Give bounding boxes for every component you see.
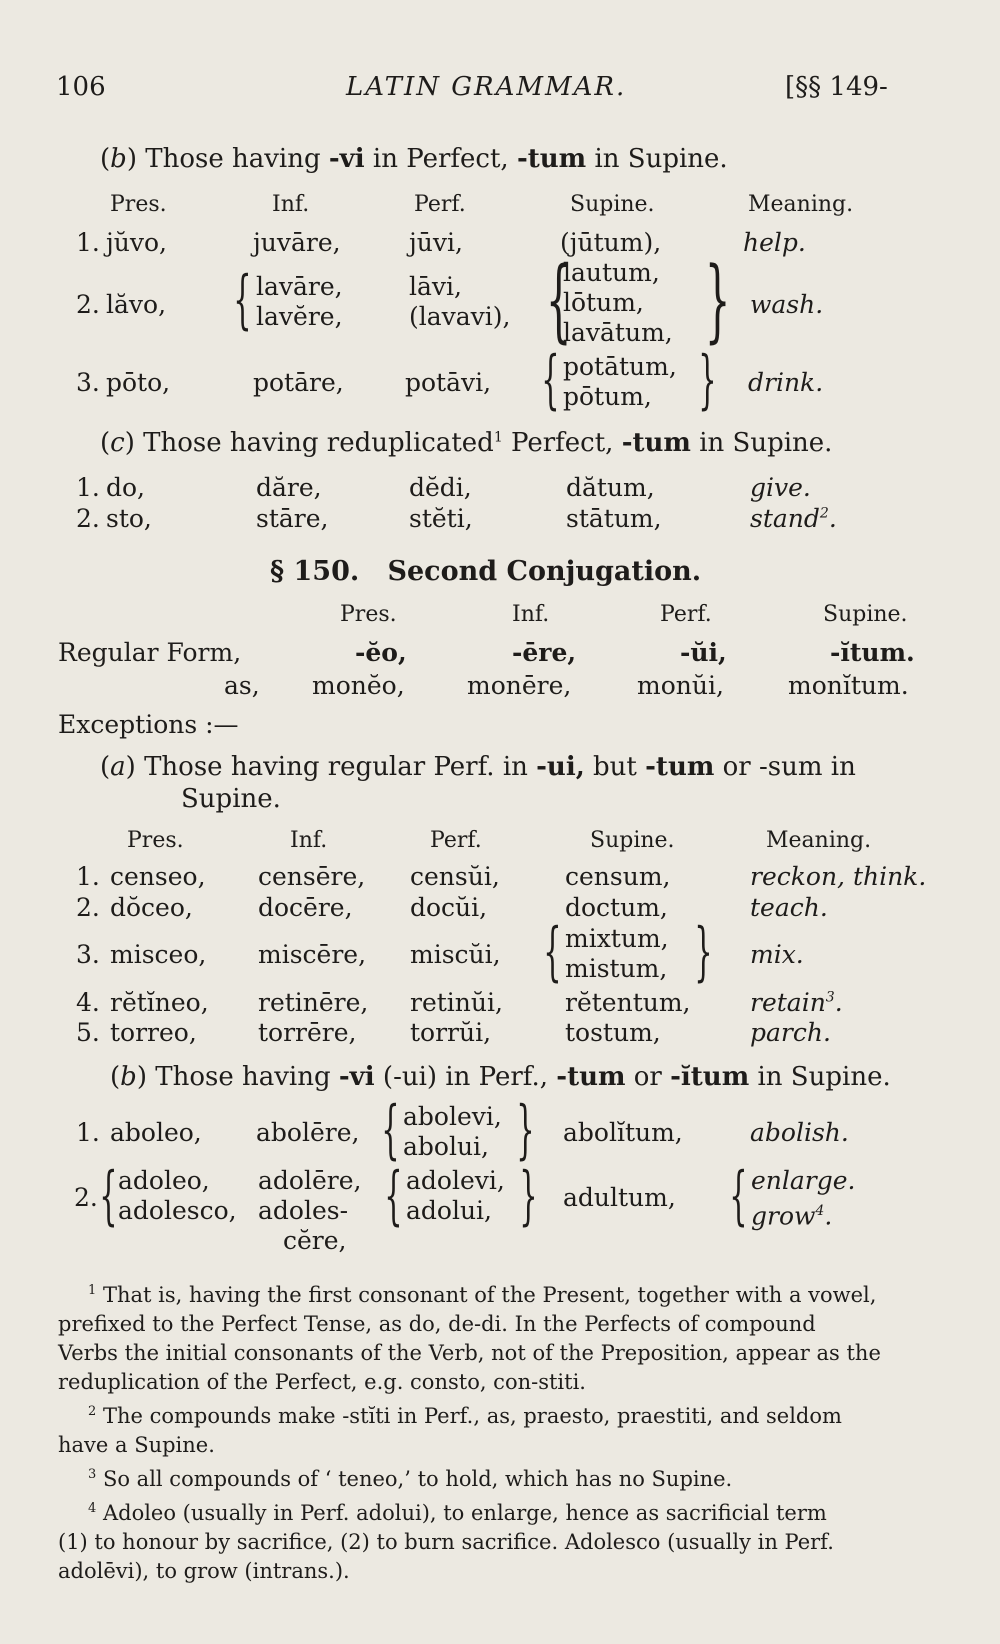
- perf: (lavavi),: [409, 302, 511, 331]
- meaning: help.: [743, 228, 806, 257]
- heading-text: in Supine.: [699, 428, 833, 458]
- footnote-ref: 2: [819, 505, 829, 522]
- footnote-3: [58, 1460, 936, 1494]
- meaning: reckon, think.: [750, 862, 927, 891]
- supine: potātum,: [563, 352, 677, 381]
- right-brace: }: [516, 1093, 535, 1167]
- col-perf: Perf.: [430, 828, 482, 853]
- footnote-line: have a Supine.: [58, 1433, 215, 1457]
- heading-text: Those having reduplicated: [143, 428, 494, 458]
- meaning-stack: [751, 1166, 856, 1231]
- perf-stack: [406, 1166, 505, 1226]
- meaning: wash.: [750, 290, 824, 319]
- footnote-ref: 3: [825, 989, 835, 1006]
- footnote-ref: 4: [815, 1203, 825, 1219]
- left-brace: {: [99, 1159, 118, 1233]
- footnote-mark: 2: [88, 1404, 97, 1419]
- col-supine: Supine.: [823, 602, 908, 627]
- subsection-a-heading: (a) Those having regular Perf. in -ui, but -tum or -sum in: [100, 752, 856, 782]
- subsection-a-heading-line2: Supine.: [181, 784, 281, 814]
- row-num: 3.: [76, 368, 100, 397]
- term: -ui,: [536, 752, 585, 782]
- supine: doctum,: [565, 893, 668, 922]
- pres: do,: [106, 473, 146, 502]
- heading-text: in Perfect,: [372, 144, 509, 174]
- punct: .: [824, 1201, 833, 1231]
- pres-stack: [118, 1166, 237, 1226]
- section-ref: [§§ 149-: [785, 72, 888, 102]
- term: -vi: [328, 144, 365, 174]
- heading-text: (-ui) in Perf.,: [382, 1062, 549, 1092]
- term: -tum: [516, 144, 587, 174]
- footnote-line: So all compounds of ‘ teneo,’ to hold, which has no Supine.: [102, 1467, 733, 1491]
- footnote-1: [58, 1276, 936, 1397]
- term: -tum: [621, 428, 691, 458]
- perf-stack: [409, 272, 511, 332]
- exceptions-label: Exceptions :—: [58, 710, 239, 739]
- perf: dĕdi,: [409, 473, 472, 502]
- row-num: 2.: [76, 504, 100, 533]
- inf: juvāre,: [253, 228, 341, 257]
- left-brace: {: [233, 263, 252, 337]
- punct: .: [828, 504, 837, 533]
- pres: torreo,: [110, 1018, 197, 1047]
- letter: b: [110, 144, 127, 174]
- letter: b: [120, 1062, 137, 1092]
- perf: abolui,: [403, 1132, 489, 1161]
- col-perf: Perf.: [414, 192, 466, 217]
- heading-text: Perfect,: [511, 428, 614, 458]
- supine: lautum,: [563, 258, 660, 287]
- letter: a: [110, 752, 126, 782]
- inf: stāre,: [256, 504, 329, 533]
- pres: pōto,: [106, 368, 171, 397]
- regular-pres: -ĕo,: [355, 638, 407, 667]
- perf: stĕti,: [409, 504, 473, 533]
- pres: aboleo,: [110, 1118, 202, 1147]
- row-num: 3.: [76, 940, 100, 969]
- col-inf: Inf.: [512, 602, 550, 627]
- heading-text: or: [633, 1062, 662, 1092]
- supine-stack: [563, 352, 677, 412]
- term: -tum: [645, 752, 715, 782]
- subsection-b1-heading: (b) Those having -vi in Perfect, -tum in Supine.: [100, 144, 728, 174]
- footnote-mark: 4: [88, 1501, 97, 1516]
- row-num: 1.: [76, 228, 100, 257]
- perf: jūvi,: [409, 228, 463, 257]
- supine: abolĭtum,: [563, 1118, 683, 1147]
- as-label: as,: [224, 671, 260, 700]
- col-supine: Supine.: [590, 828, 675, 853]
- supine: pōtum,: [563, 382, 652, 411]
- example-pres: monĕo,: [312, 671, 405, 700]
- col-inf: Inf.: [272, 192, 310, 217]
- footnote-line: Verbs the initial consonants of the Verb, not of the Preposition, appear as the: [58, 1341, 881, 1365]
- left-brace: {: [729, 1159, 748, 1233]
- inf-stack: [258, 1166, 361, 1256]
- meaning: mix.: [750, 940, 804, 969]
- meaning-text: grow: [751, 1201, 816, 1231]
- regular-inf: -ēre,: [512, 638, 577, 667]
- subsection-b2-heading: (b) Those having -vi (-ui) in Perf., -tum or -ĭtum in Supine.: [110, 1062, 891, 1092]
- footnote-line: The compounds make -stĭti in Perf., as, praesto, praestiti, and seldom: [102, 1404, 842, 1428]
- heading-text: Those having regular Perf. in: [144, 752, 528, 782]
- perf: docŭi,: [410, 893, 488, 922]
- perf: potāvi,: [405, 368, 492, 397]
- col-pres: Pres.: [340, 602, 397, 627]
- col-pres: Pres.: [110, 192, 167, 217]
- page-number: 106: [56, 72, 106, 102]
- regular-label: Regular Form,: [58, 638, 242, 667]
- col-perf: Perf.: [660, 602, 712, 627]
- supine-stack: [563, 258, 673, 348]
- col-supine: Supine.: [570, 192, 655, 217]
- right-brace: }: [694, 915, 713, 989]
- right-brace: }: [519, 1159, 538, 1233]
- perf: lāvi,: [409, 272, 462, 301]
- inf: lavĕre,: [256, 302, 343, 331]
- footnote-2: [58, 1397, 936, 1460]
- perf: abolevi,: [403, 1102, 502, 1131]
- heading-text: in Supine.: [757, 1062, 891, 1092]
- footnote-4: [58, 1494, 936, 1586]
- footnote-line: Adoleo (usually in Perf. adolui), to enlarge, hence as sacrificial term: [102, 1501, 827, 1525]
- meaning: give.: [750, 473, 811, 502]
- row-num: 2.: [76, 893, 100, 922]
- term: -ĭtum: [670, 1062, 750, 1092]
- footnote-line: prefixed to the Perfect Tense, as do, de-di. In the Perfects of compound: [58, 1312, 816, 1336]
- subsection-c-heading: (c) Those having reduplicated$^1$ Perfect, -tum in Supine.: [100, 428, 833, 458]
- supine: rĕtentum,: [565, 988, 691, 1017]
- pres: adolesco,: [118, 1196, 237, 1225]
- perf: adolui,: [406, 1196, 492, 1225]
- pres: dŏceo,: [110, 893, 193, 922]
- example-perf: monŭi,: [637, 671, 724, 700]
- meaning-text: stand: [750, 504, 820, 533]
- meaning: [750, 504, 837, 533]
- footnote-mark: 1: [88, 1283, 97, 1298]
- meaning: parch.: [750, 1018, 831, 1047]
- inf: adoles-: [258, 1196, 349, 1225]
- left-brace: {: [543, 915, 562, 989]
- running-title: LATIN GRAMMAR.: [346, 72, 627, 102]
- right-brace: }: [704, 248, 731, 353]
- row-num: 1.: [76, 473, 100, 502]
- perf: adolevi,: [406, 1166, 505, 1195]
- heading-text: Those having: [155, 1062, 331, 1092]
- col-inf: Inf.: [290, 828, 328, 853]
- pres: rĕtĭneo,: [110, 988, 209, 1017]
- meaning: [751, 1196, 856, 1231]
- supine: adultum,: [563, 1183, 676, 1212]
- pres: misceo,: [110, 940, 207, 969]
- row-num: 2.: [76, 290, 100, 319]
- pres: adoleo,: [118, 1166, 210, 1195]
- supine: dătum,: [566, 473, 655, 502]
- inf: cĕre,: [283, 1226, 347, 1255]
- regular-supine: -ĭtum.: [830, 638, 915, 667]
- footnote-line: That is, having the first consonant of the Present, together with a vowel,: [102, 1283, 877, 1307]
- supine: mistum,: [565, 954, 668, 983]
- footnotes: [58, 1276, 936, 1586]
- col-meaning: Meaning.: [748, 192, 854, 217]
- footnote-mark: 3: [88, 1467, 97, 1482]
- inf: potāre,: [253, 368, 344, 397]
- pres: censeo,: [110, 862, 206, 891]
- term: -tum: [556, 1062, 626, 1092]
- regular-perf: -ŭi,: [680, 638, 727, 667]
- inf: lavāre,: [256, 272, 343, 301]
- footnote-ref: 1: [493, 429, 503, 446]
- supine: lavātum,: [563, 318, 673, 347]
- supine: stātum,: [566, 504, 662, 533]
- right-brace: }: [698, 343, 717, 417]
- left-brace: {: [545, 248, 572, 353]
- footnote-line: adolēvi), to grow (intrans.).: [58, 1559, 350, 1583]
- example-inf: monēre,: [467, 671, 572, 700]
- inf: torrēre,: [258, 1018, 357, 1047]
- meaning: enlarge.: [751, 1166, 856, 1195]
- heading-text: in Supine.: [594, 144, 728, 174]
- supine: lōtum,: [563, 288, 644, 317]
- perf: torrŭi,: [410, 1018, 492, 1047]
- pres: jŭvo,: [106, 228, 167, 257]
- left-brace: {: [381, 1093, 400, 1167]
- term: -vi: [338, 1062, 375, 1092]
- inf: censēre,: [258, 862, 366, 891]
- inf-stack: [256, 272, 343, 332]
- col-meaning: Meaning.: [766, 828, 872, 853]
- supine: tostum,: [565, 1018, 661, 1047]
- inf: dăre,: [256, 473, 322, 502]
- pres: sto,: [106, 504, 152, 533]
- row-num: 4.: [76, 988, 100, 1017]
- meaning: [750, 988, 843, 1017]
- heading-text: or -sum in: [722, 752, 856, 782]
- left-brace: {: [384, 1159, 403, 1233]
- footnote-line: reduplication of the Perfect, e.g. consto, con-stiti.: [58, 1370, 586, 1394]
- letter: c: [110, 428, 125, 458]
- row-num: 5.: [76, 1018, 100, 1047]
- inf: abolēre,: [256, 1118, 360, 1147]
- heading-text: but: [593, 752, 637, 782]
- row-num: 1.: [76, 862, 100, 891]
- supine: censum,: [565, 862, 671, 891]
- row-num: 2.: [74, 1183, 98, 1212]
- col-pres: Pres.: [127, 828, 184, 853]
- meaning: abolish.: [750, 1118, 849, 1147]
- supine-stack: [565, 924, 669, 984]
- perf: retinŭi,: [410, 988, 503, 1017]
- perf: censŭi,: [410, 862, 500, 891]
- punct: .: [834, 988, 843, 1017]
- perf-stack: [403, 1102, 502, 1162]
- inf: miscēre,: [258, 940, 367, 969]
- left-brace: {: [541, 343, 560, 417]
- inf: retinēre,: [258, 988, 369, 1017]
- supine: mixtum,: [565, 924, 669, 953]
- perf: miscŭi,: [410, 940, 501, 969]
- heading-text: Those having: [145, 144, 321, 174]
- supine: (jūtum),: [560, 228, 662, 257]
- inf: docēre,: [258, 893, 353, 922]
- meaning: drink.: [748, 368, 824, 397]
- footnote-line: (1) to honour by sacrifice, (2) to burn sacrifice. Adolesco (usually in Perf.: [58, 1530, 834, 1554]
- pres: lăvo,: [106, 290, 167, 319]
- row-num: 1.: [76, 1118, 100, 1147]
- meaning: teach.: [750, 893, 828, 922]
- inf: adolēre,: [258, 1166, 362, 1195]
- meaning-text: retain: [750, 988, 826, 1017]
- section-title: § 150. Second Conjugation.: [270, 556, 702, 587]
- example-supine: monĭtum.: [788, 671, 909, 700]
